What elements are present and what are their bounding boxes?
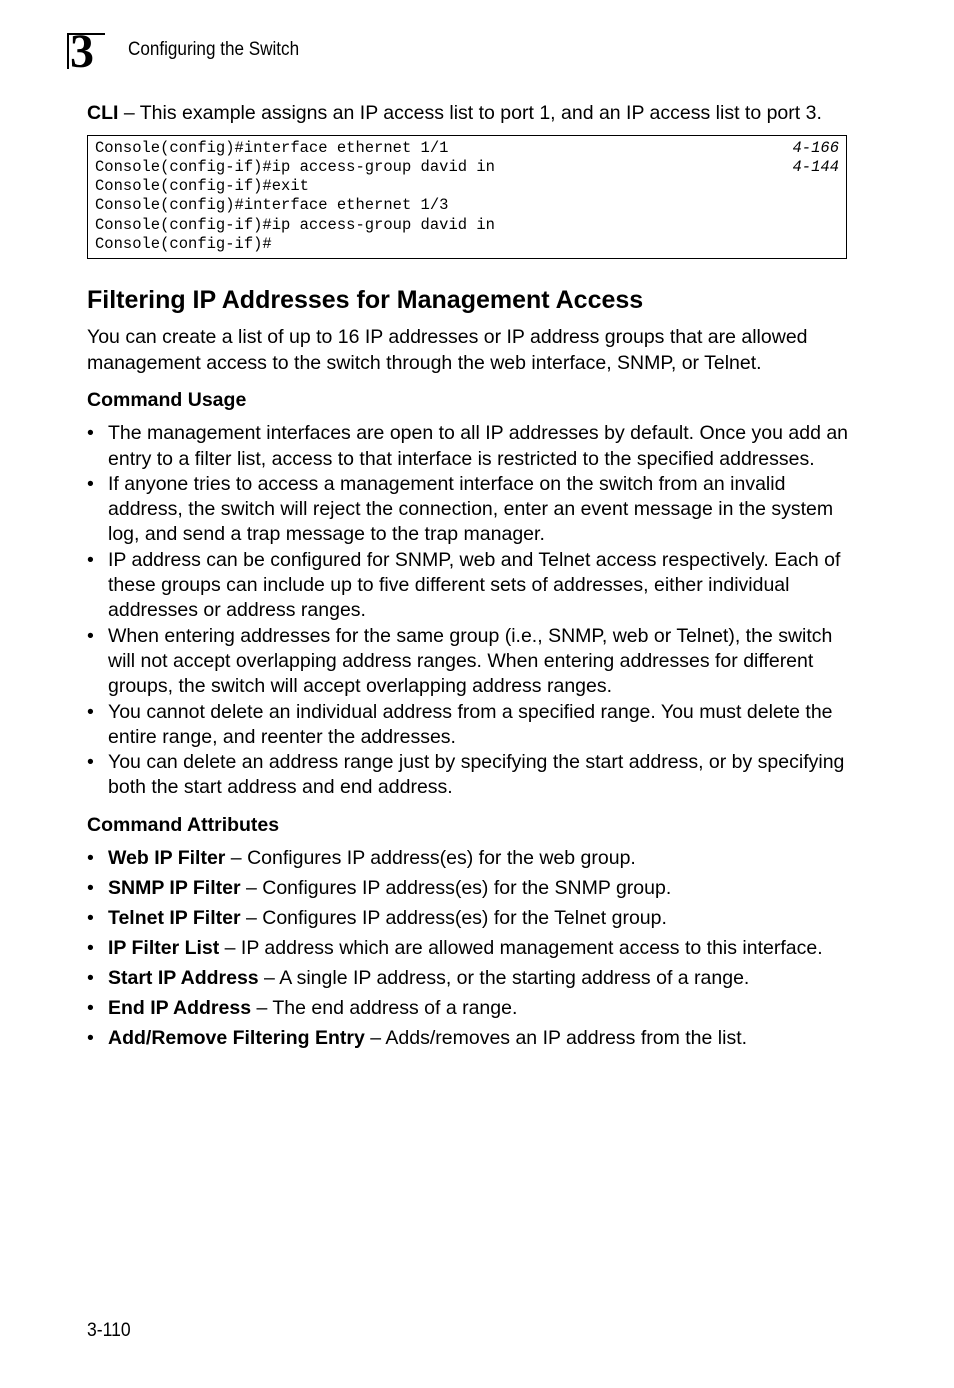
attribute-desc: – IP address which are allowed management access to this interface.	[219, 937, 823, 960]
code-line	[95, 158, 839, 177]
cli-code-block	[87, 135, 847, 260]
attribute-desc: – The end address of a range.	[251, 997, 518, 1020]
code-page-ref: 4-166	[792, 138, 839, 157]
cli-intro	[87, 101, 849, 127]
attribute-term: Start IP Address	[108, 967, 259, 990]
code-command: Console(config)#interface ethernet 1/3	[95, 196, 449, 215]
command-attributes-heading: Command Attributes	[87, 813, 280, 836]
attribute-item	[87, 1026, 849, 1051]
section-title: Filtering IP Addresses for Management Access	[87, 286, 644, 315]
code-command: Console(config)#interface ethernet 1/1	[95, 138, 449, 157]
attribute-term: End IP Address	[108, 997, 252, 1020]
attribute-item	[87, 876, 849, 901]
attribute-item	[87, 996, 849, 1021]
code-line	[95, 235, 839, 254]
section-intro: You can create a list of up to 16 IP addresses or IP address groups that are allowed management access to the switch through the web interface, SNMP, or Telnet.	[87, 326, 808, 374]
list-item: • If anyone tries to access a management interface on the switch from an invalid address, the switch will reject the connection, enter an event message in the system log, and send a trap message to the trap manager.	[87, 472, 849, 548]
code-command: Console(config-if)#	[95, 234, 272, 253]
code-line	[95, 177, 839, 196]
attribute-item	[87, 966, 849, 991]
code-command: Console(config-if)#exit	[95, 177, 309, 196]
chapter-number: 3	[70, 25, 94, 78]
list-item: • The management interfaces are open to all IP addresses by default. Once you add an entry to a filter list, access to that interface is restricted to the specified addresses.	[87, 421, 849, 472]
attribute-desc: – Configures IP address(es) for the SNMP group.	[240, 876, 672, 899]
code-page-ref: 4-144	[792, 157, 839, 176]
code-line	[95, 216, 839, 235]
attribute-term: SNMP IP Filter	[108, 876, 241, 899]
command-attributes-list	[87, 846, 849, 1052]
code-line	[95, 139, 839, 158]
cli-intro-text: – This example assigns an IP access list to port 1, and an IP access list to port 3.	[118, 102, 822, 124]
attribute-item	[87, 906, 849, 931]
list-item: • When entering addresses for the same group (i.e., SNMP, web or Telnet), the switch will not accept overlapping address ranges. When entering addresses for different groups, the switch will accept overlapping address ranges.	[87, 624, 849, 700]
attribute-term: Telnet IP Filter	[108, 906, 241, 929]
cli-label: CLI	[87, 102, 119, 124]
list-item: • You cannot delete an individual address from a specified range. You must delete the entire range, and reenter the addresses.	[87, 700, 849, 751]
attribute-item	[87, 936, 849, 961]
command-usage-heading: Command Usage	[87, 389, 247, 412]
command-usage-list	[87, 421, 849, 800]
attribute-item	[87, 846, 849, 871]
code-command: Console(config-if)#ip access-group david in	[95, 215, 495, 234]
page-number: 3-110	[87, 1319, 131, 1341]
attribute-term: Web IP Filter	[108, 846, 226, 869]
attribute-term: IP Filter List	[108, 937, 220, 960]
attribute-desc: – Configures IP address(es) for the Telnet group.	[240, 906, 667, 929]
list-item: • IP address can be configured for SNMP, web and Telnet access respectively. Each of these groups can include up to five different sets of addresses, either individual addresses or address ranges.	[87, 548, 849, 624]
code-command: Console(config-if)#ip access-group david in	[95, 157, 495, 176]
running-title: Configuring the Switch	[128, 39, 300, 60]
attribute-term: Add/Remove Filtering Entry	[108, 1027, 365, 1050]
page-content	[87, 101, 849, 1056]
attribute-desc: – Adds/removes an IP address from the list.	[364, 1027, 748, 1050]
attribute-desc: – A single IP address, or the starting address of a range.	[258, 967, 750, 990]
code-line	[95, 196, 839, 215]
list-item: • You can delete an address range just by specifying the start address, or by specifying both the start address and end address.	[87, 750, 849, 801]
attribute-desc: – Configures IP address(es) for the web group.	[225, 846, 636, 869]
